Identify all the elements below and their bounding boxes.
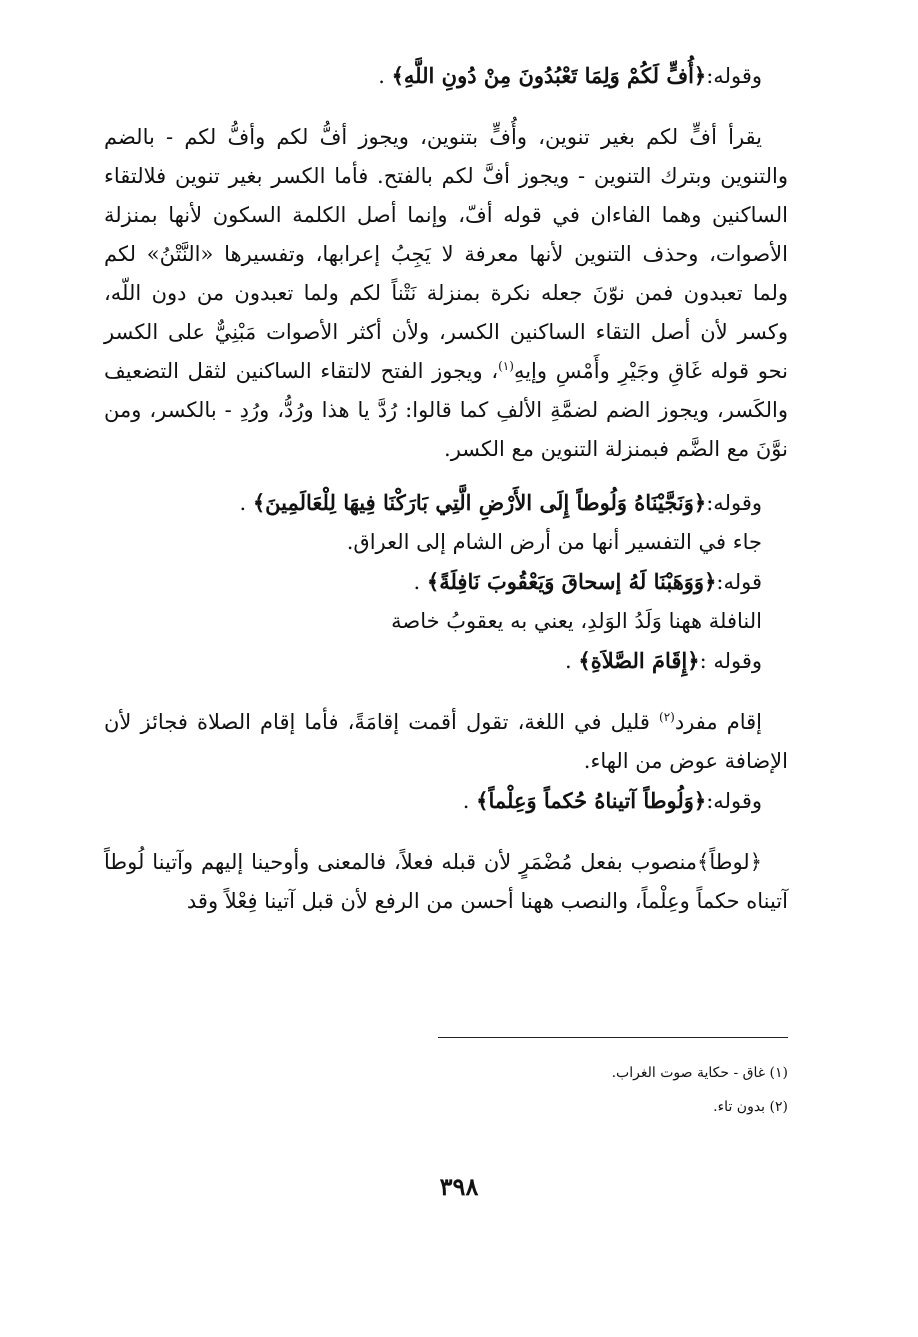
footnote-ref: (٢) <box>659 710 675 724</box>
commentary-line: النافلة ههنا وَلَدُ الوَلدِ، يعني به يعقوبُ خاصة <box>391 609 762 633</box>
verse-line: وقوله:﴿وَنَجَّيْنَاهُ وَلُوطاً إِلَى الأَرْضِ الَّتِي بَارَكْنَا فِيهَا لِلْعَالَمِينَ﴾ . <box>239 490 762 515</box>
quran-quote: ﴿وَلُوطاً آتيناهُ حُكماً وَعِلْماً﴾ <box>476 788 707 813</box>
footnote: (٢) بدون تاء. <box>713 1099 788 1115</box>
commentary-paragraph: ﴿لوطاً﴾منصوب بفعل مُضْمَرٍ لأن قبله فعلاً، فالمعنى وأوحينا إليهم وآتينا لُوطاً آتيناه حكماً وعِلْماً، والنصب ههنا أحسن من الرفع لأن قبل آتينا فِعْلاً وقد <box>104 850 788 913</box>
quran-quote: ﴿وَنَجَّيْنَاهُ وَلُوطاً إِلَى الأَرْضِ الَّتِي بَارَكْنَا فِيهَا لِلْعَالَمِينَ﴾ <box>252 490 707 515</box>
footnote: (١) غاق - حكاية صوت الغراب. <box>611 1065 788 1081</box>
page-number: ٣٩٨ <box>439 1172 479 1201</box>
main-text <box>104 56 788 921</box>
verse-line: وقوله :﴿إِقَامَ الصَّلاَةِ﴾ . <box>565 648 762 673</box>
commentary-line: جاء في التفسير أنها من أرض الشام إلى العراق. <box>346 530 762 554</box>
verse-prefix: وقوله: <box>706 64 762 88</box>
quran-quote: ﴿إِقَامَ الصَّلاَةِ﴾ <box>578 648 700 673</box>
commentary-paragraph: إقام مفرد$^{(٢)}$ قليل في اللغة، تقول أقمت إقامَةً، فأما إقام الصلاة فجائز لأن الإضافة عوض من الهاء. <box>104 710 788 773</box>
footnote-ref: (١) <box>498 359 514 373</box>
verse-prefix: وقوله: <box>706 789 762 813</box>
verse-prefix: وقوله: <box>706 491 762 515</box>
verse-prefix: وقوله : <box>699 649 762 673</box>
footnotes <box>268 1056 788 1124</box>
footnote-divider <box>438 1037 788 1038</box>
verse-line: وقوله:﴿وَلُوطاً آتيناهُ حُكماً وَعِلْماً﴾ . <box>462 788 762 813</box>
commentary-paragraph: يقرأ أفٍّ لكم بغير تنوين، وأُفٍّ بتنوين، ويجوز أفُّ لكم وأفُّ لكم - بالضم والتنوين وبترك التنوين - ويجوز أفَّ لكم بالفتح. فأما الكسر بغير تنوين فلالتقاء الساكنين وهما الفاءان في قوله أفّ، وإنما أصل الكلمة السكون لأنها بمنزلة الأصوات، وحذف التنوين لأنها معرفة لا يَجِبُ إعرابها، وتفسيرها «النَّتْنُ» لكم ولما تعبدون فمن نوّنَ جعله نكرة بمنزلة نَتْناً لكم ولما تعبدون من دون اللّه، وكسر لأن أصل التقاء الساكنين الكسر، ولأن أكثر الأصوات مَبْنِيٌّ على الكسر نحو قوله غَاقِ وجَيْرِ وأَمْسِ وإيهِ$^{(١)}$، ويجوز الفتح لالتقاء الساكنين لثقل التضعيف والكَسر، ويجوز الضم لضمَّةِ الألفِ كما قالوا: رُدَّ يا هذا ورُدُّ، ورُدِ - بالكسر، ومن نوَّنَ مع الضَّم فبمنزلة التنوين مع الكسر. <box>104 125 788 461</box>
verse-line: وقوله:﴿أُفٍّ لَكُمْ وَلِمَا تَعْبُدُونَ مِنْ دُونِ اللَّهِ﴾ . <box>378 63 762 88</box>
quran-quote: ﴿وَوَهَبْنَا لَهُ إسحاقَ وَيَعْقُوبَ نَافِلَةً﴾ <box>426 569 717 594</box>
verse-prefix: قوله: <box>716 570 762 594</box>
quran-quote: ﴿أُفٍّ لَكُمْ وَلِمَا تَعْبُدُونَ مِنْ دُونِ اللَّهِ﴾ <box>391 63 707 88</box>
verse-line: قوله:﴿وَوَهَبْنَا لَهُ إسحاقَ وَيَعْقُوبَ نَافِلَةً﴾ . <box>413 569 762 594</box>
